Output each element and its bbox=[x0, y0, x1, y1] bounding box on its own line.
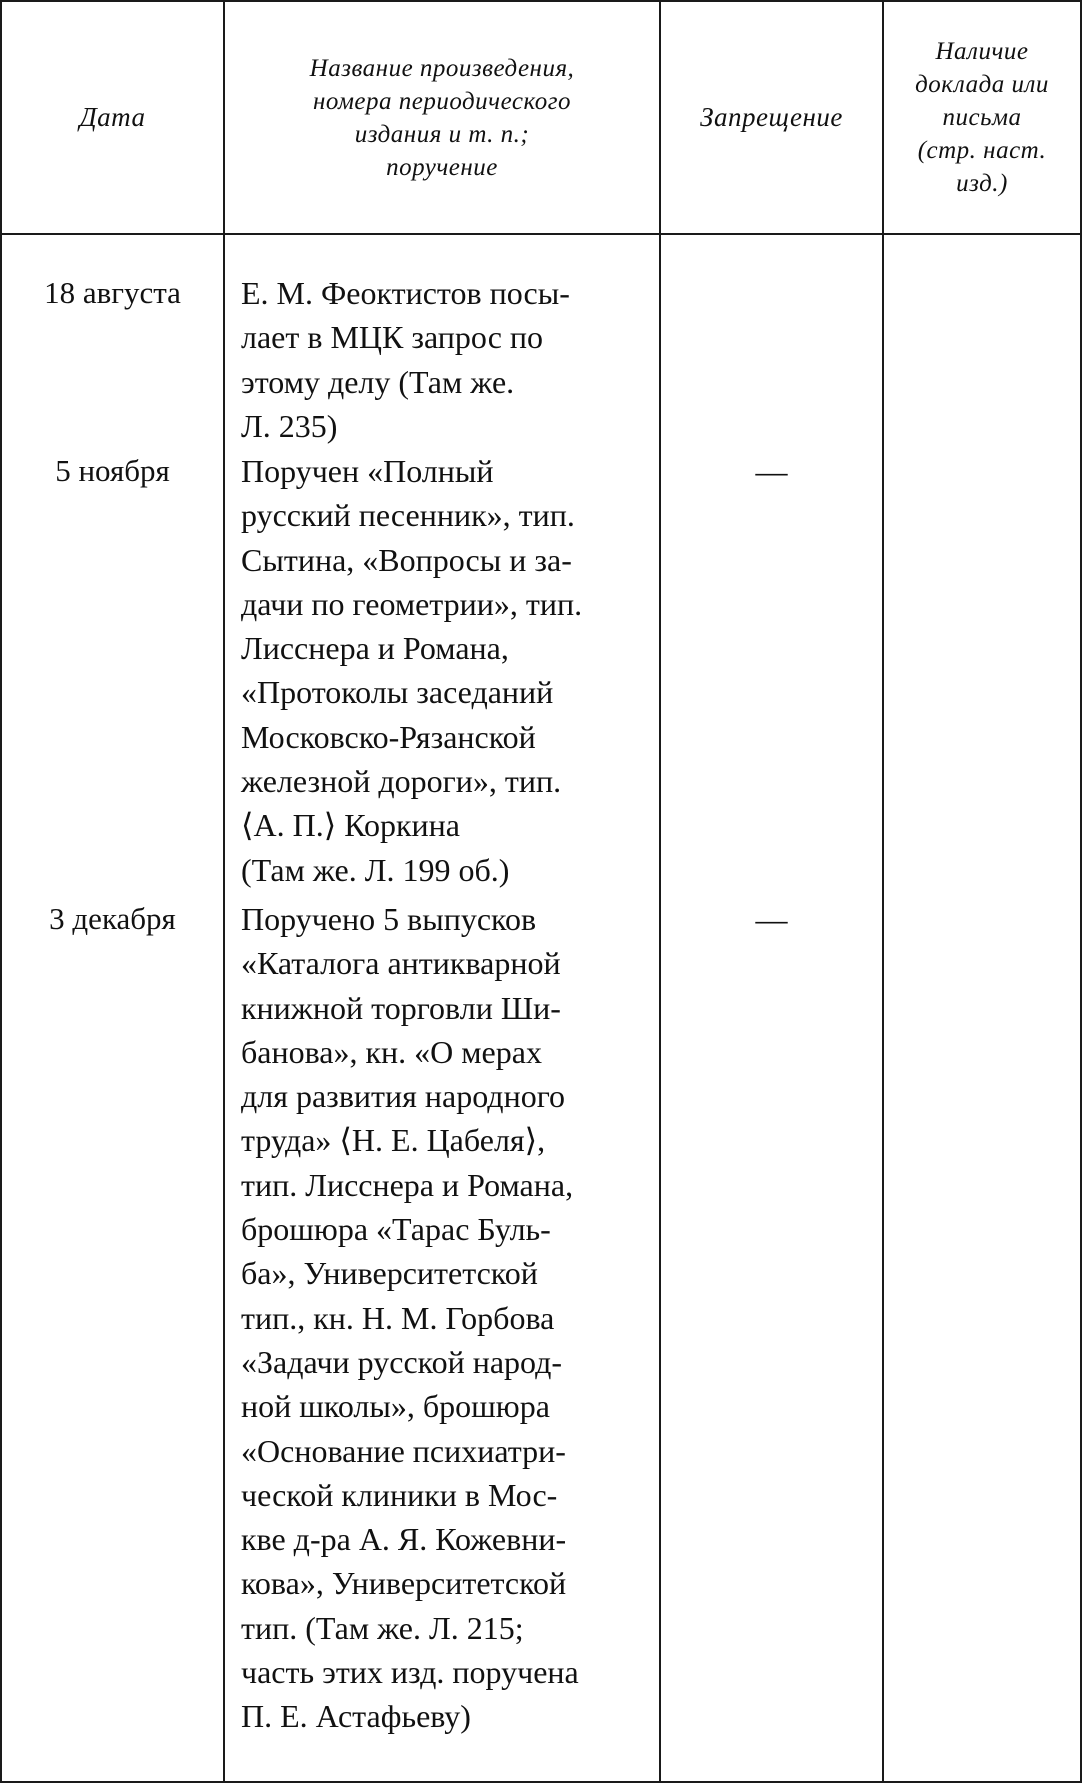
column-rule-date bbox=[223, 0, 225, 1783]
column-rule-ban bbox=[882, 0, 884, 1783]
header-title-label: Название произведения, номера периодического издания и т. п.; поручение bbox=[309, 54, 575, 181]
header-ban-label: Запрещение bbox=[700, 102, 843, 132]
header-bottom-rule bbox=[0, 233, 1082, 235]
row-date: 18 августа bbox=[44, 275, 181, 310]
row-ban: — bbox=[755, 453, 788, 489]
row-date: 5 ноября bbox=[55, 453, 170, 488]
column-rule-left bbox=[0, 0, 2, 1783]
row-text: Е. М. Феоктистов посы- лает в МЦК запрос по этому делу (Там же. Л. 235) bbox=[241, 275, 570, 444]
row-date: 3 декабря bbox=[49, 901, 176, 936]
header-report bbox=[884, 2, 1080, 233]
header-title bbox=[225, 2, 659, 233]
header-date bbox=[2, 2, 223, 233]
header-date-label: Дата bbox=[79, 102, 146, 132]
row-ban: — bbox=[755, 901, 788, 937]
header-report-label: Наличие доклада или письма (стр. наст. изд.) bbox=[915, 38, 1049, 197]
column-rule-title bbox=[659, 0, 661, 1783]
row-text: Поручено 5 выпусков «Каталога антикварной книжной торговли Ши- банова», кн. «О мерах для развития народного труда» ⟨Н. Е. Цабеля⟩, тип. Лисснера и Романа, брошюра «Тарас Буль- ба», Университетской тип., кн. Н. М. Горбова «Задачи русской народ- ной школы», брошюра «Основание психиатри- ческой клиники в Мос- кве д-ра А. Я. Кожевни- кова», Университетской тип. (Там же. Л. 215; часть этих изд. поручена П. Е. Астафьеву) bbox=[241, 901, 579, 1735]
header-ban bbox=[661, 2, 882, 233]
row-text: Поручен «Полный русский песенник», тип. Сытина, «Вопросы и за- дачи по геометрии», тип. Лисснера и Романа, «Протоколы заседаний Московско-Рязанской железной дороги», тип. ⟨А. П.⟩ Коркина (Там же. Л. 199 об.) bbox=[241, 453, 583, 888]
